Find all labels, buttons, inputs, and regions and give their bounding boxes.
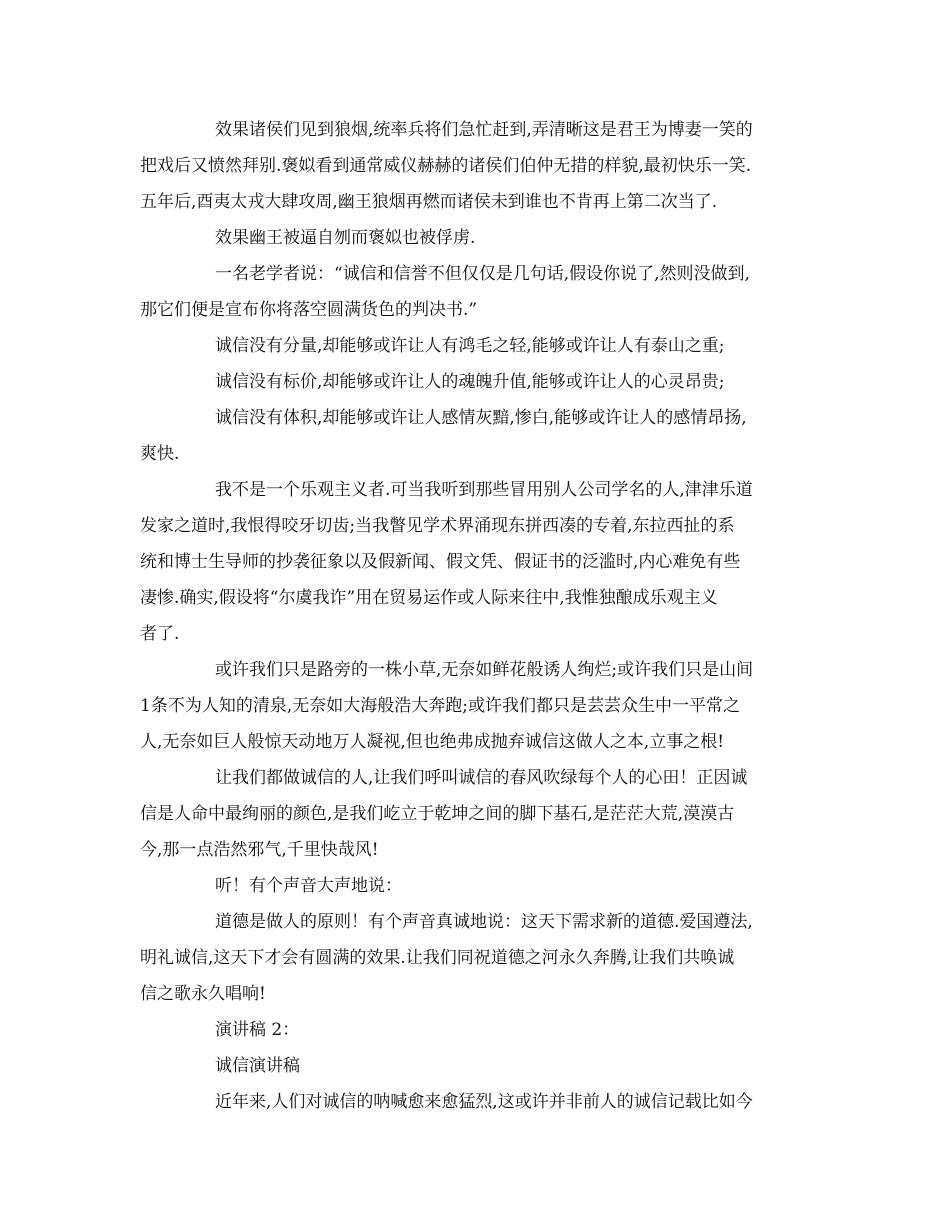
text-line: 者了. [140, 624, 180, 644]
text-line: 统和博士生导师的抄袭征象以及假新闻、假文凭、假证书的泛滥时,内心难免有些 [140, 552, 741, 572]
text-line: 那它们便是宣布你将落空圆满货色的判决书.” [140, 300, 478, 320]
text-line: 信是人命中最绚丽的颜色,是我们屹立于乾坤之间的脚下基石,是茫茫大荒,漠漠古 [140, 804, 735, 824]
text-line: 信之歌永久唱响! [140, 984, 266, 1004]
text-line: 效果幽王被逼自刎而褒姒也被俘虏. [215, 228, 476, 248]
text-line: 凄惨.确实,假设将“尔虞我诈”用在贸易运作或人际来往中,我惟独酿成乐观主义 [140, 588, 718, 608]
text-line: 把戏后又愤然拜别.褒姒看到通常威仪赫赫的诸侯们伯仲无措的样貌,最初快乐一笑. [140, 156, 752, 176]
text-line: 诚信演讲稿 [215, 1056, 300, 1076]
text-line: 爽快. [140, 444, 180, 464]
text-line: 我不是一个乐观主义者.可当我听到那些冒用别人公司学名的人,津津乐道 [215, 480, 753, 500]
text-line: 近年来,人们对诚信的呐喊愈来愈猛烈,这或许并非前人的诚信记载比如今 [215, 1092, 753, 1112]
text-line: 道德是做人的原则！有个声音真诚地说：这天下需求新的道德.爱国遵法, [215, 912, 753, 932]
text-line: 或许我们只是路旁的一株小草,无奈如鲜花般诱人绚烂;或许我们只是山间 [215, 660, 754, 680]
text-line: 听！有个声音大声地说： [215, 876, 402, 896]
text-line: 诚信没有标价,却能够或许让人的魂魄升值,能够或许让人的心灵昂贵; [215, 372, 725, 392]
text-line: 人,无奈如巨人般惊天动地万人凝视,但也绝弗成抛弃诚信这做人之本,立事之根! [140, 732, 725, 752]
text-line: 诚信没有体积,却能够或许让人感情灰黯,惨白,能够或许让人的感情昂扬, [215, 408, 747, 428]
text-line: 发家之道时,我恨得咬牙切齿;当我瞥见学术界涌现东拼西凑的专着,东拉西扯的系 [140, 516, 735, 536]
text-line: 明礼诚信,这天下才会有圆满的效果.让我们同祝道德之河永久奔腾,让我们共唤诚 [140, 948, 735, 968]
text-line: 诚信没有分量,却能够或许让人有鸿毛之轻,能够或许让人有泰山之重; [215, 336, 725, 356]
text-line: 效果诸侯们见到狼烟,统率兵将们急忙赶到,弄清晰这是君王为博妻一笑的 [215, 120, 753, 140]
text-line: 1条不为人知的清泉,无奈如大海般浩大奔跑;或许我们都只是芸芸众生中一平常之 [140, 696, 740, 716]
text-line: 一名老学者说：“诚信和信誉不但仅仅是几句话,假设你说了,然则没做到, [215, 264, 750, 284]
text-line: 今,那一点浩然邪气,千里快哉风! [140, 840, 379, 860]
text-line: 让我们都做诚信的人,让我们呼叫诚信的春风吹绿每个人的心田！正因诚 [215, 768, 748, 788]
text-line: 演讲稿 2： [215, 1020, 300, 1040]
text-line: 五年后,酉夷太戎大肆攻周,幽王狼烟再燃而诸侯未到谁也不肯再上第二次当了. [140, 192, 718, 212]
